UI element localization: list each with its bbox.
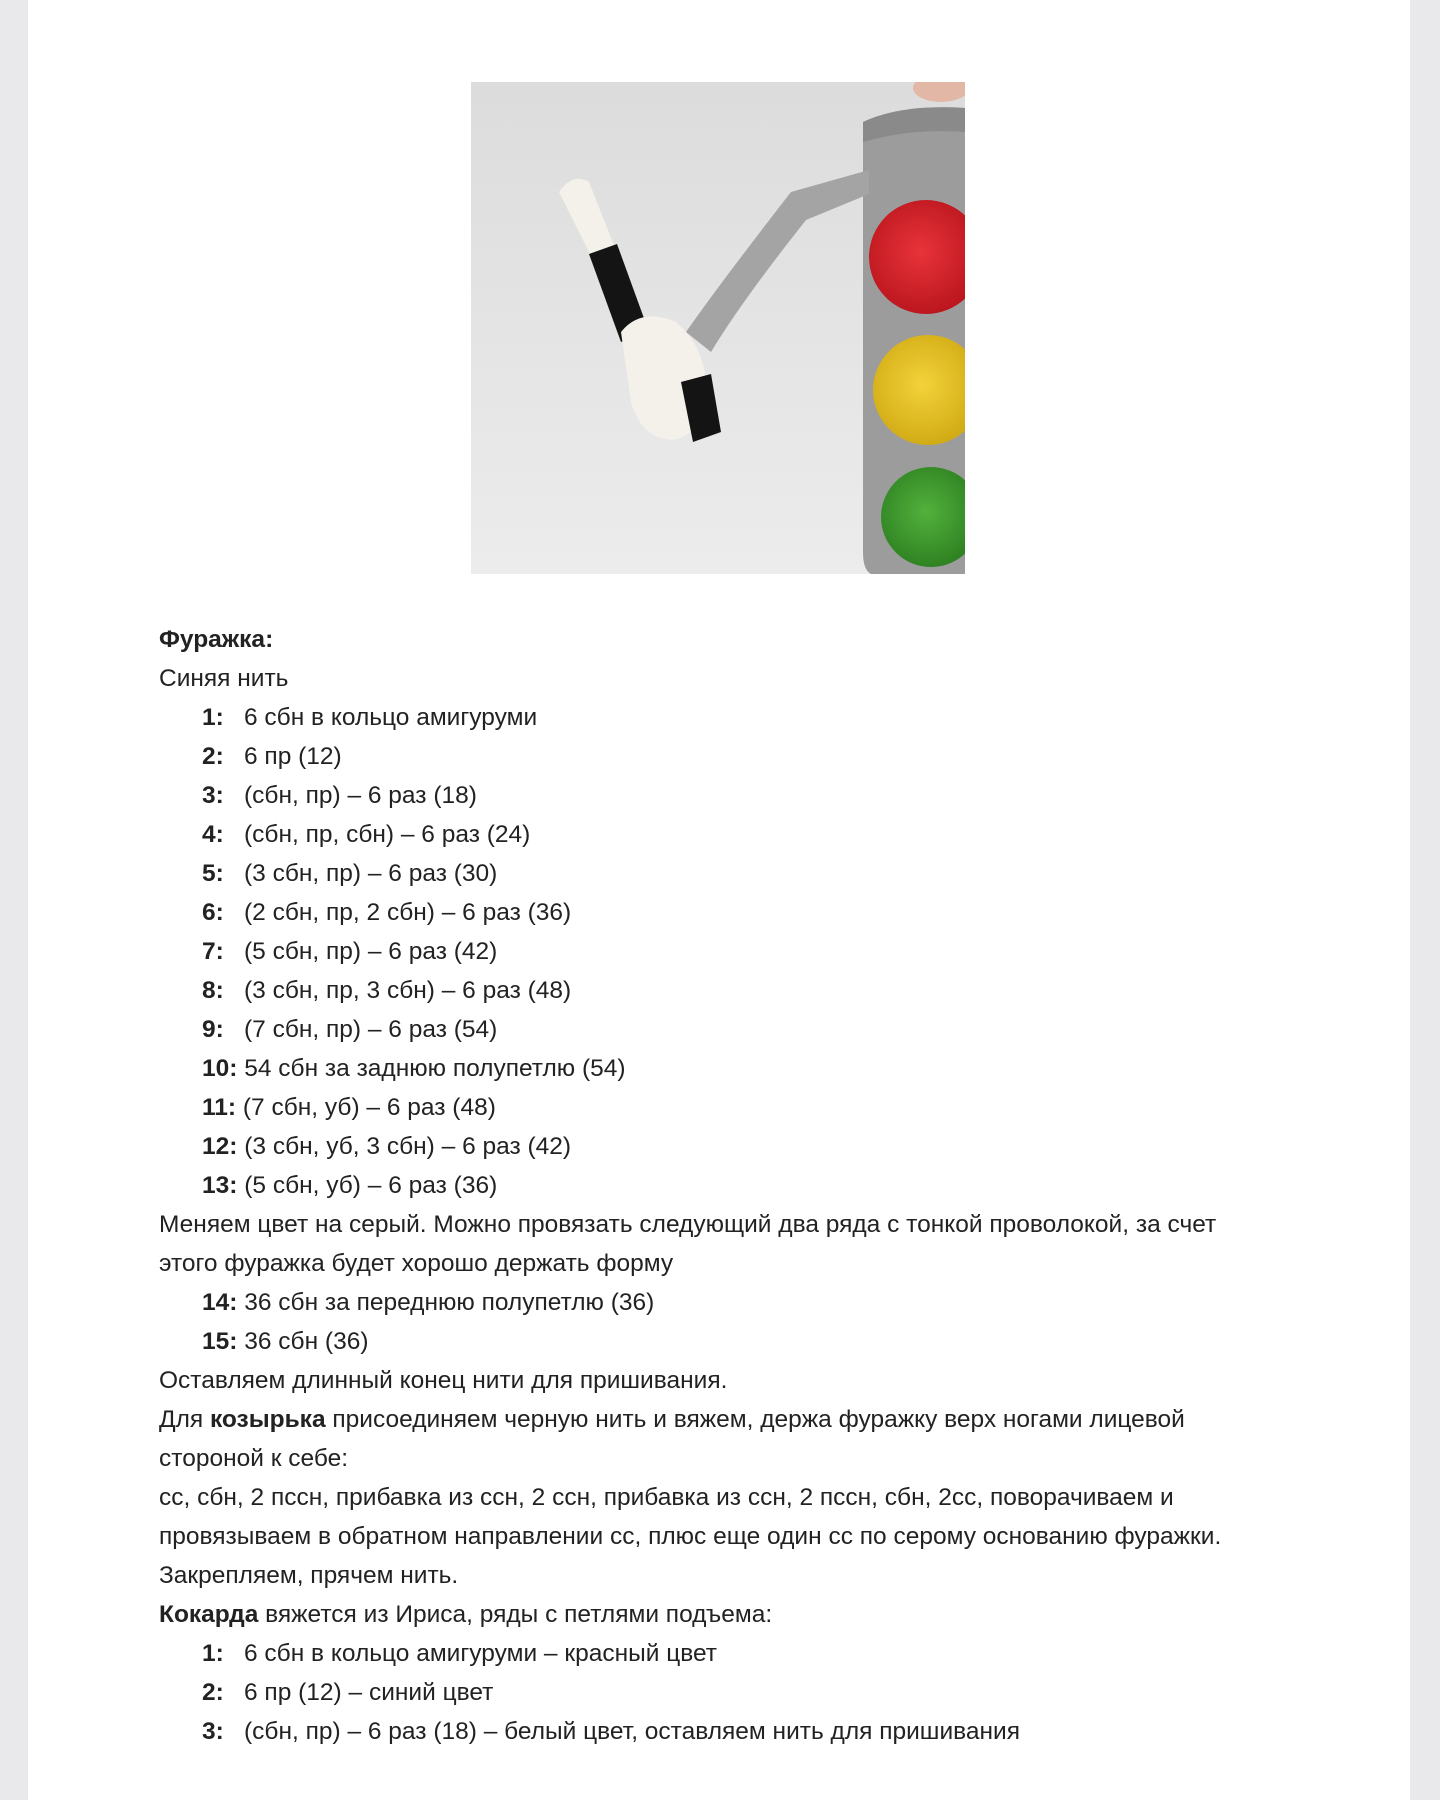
cap-row bbox=[159, 971, 1309, 1010]
cap-row bbox=[159, 854, 1309, 893]
visor-line-2: стороной к себе: bbox=[159, 1445, 349, 1472]
row-text: (3 сбн, уб, 3 сбн) – 6 раз (42) bbox=[244, 1133, 572, 1160]
grey-row bbox=[159, 1283, 1309, 1322]
cap-row bbox=[159, 1127, 1309, 1166]
section-title: Фуражка: bbox=[159, 626, 274, 653]
row-number: 8: bbox=[202, 977, 224, 1004]
yarn-note: Синяя нить bbox=[159, 665, 289, 692]
row-number: 2: bbox=[202, 743, 224, 770]
cockade-row bbox=[159, 1634, 1309, 1673]
cap-row bbox=[159, 1166, 1309, 1205]
row-number: 6: bbox=[202, 899, 224, 926]
row-text: (сбн, пр) – 6 раз (18) – белый цвет, оставляем нить для пришивания bbox=[244, 1718, 1020, 1745]
cap-row bbox=[159, 1088, 1309, 1127]
row-number: 4: bbox=[202, 821, 224, 848]
visor-line-4: провязываем в обратном направлении сс, плюс еще один сс по серому основанию фуражки. bbox=[159, 1523, 1222, 1550]
row-number: 12: bbox=[202, 1133, 238, 1160]
traffic-light-photo bbox=[471, 82, 965, 574]
row-text: (3 сбн, пр, 3 сбн) – 6 раз (48) bbox=[244, 977, 572, 1004]
row-number: 3: bbox=[202, 1718, 224, 1745]
row-text: (3 сбн, пр) – 6 раз (30) bbox=[244, 860, 498, 887]
row-text: 36 сбн за переднюю полупетлю (36) bbox=[244, 1289, 655, 1316]
cockade-term: Кокарда bbox=[159, 1601, 259, 1628]
visor-suffix: присоединяем черную нить и вяжем, держа фуражку верх ногами лицевой bbox=[325, 1406, 1185, 1433]
pattern-text bbox=[159, 620, 1309, 1751]
leave-end-note: Оставляем длинный конец нити для пришивания. bbox=[159, 1367, 728, 1394]
row-number: 10: bbox=[202, 1055, 238, 1082]
row-number: 5: bbox=[202, 860, 224, 887]
color-change-line-2: этого фуражка будет хорошо держать форму bbox=[159, 1250, 674, 1277]
cap-row bbox=[159, 1049, 1309, 1088]
cap-row bbox=[159, 737, 1309, 776]
row-text: (сбн, пр, сбн) – 6 раз (24) bbox=[244, 821, 531, 848]
row-text: (сбн, пр) – 6 раз (18) bbox=[244, 782, 477, 809]
row-text: 6 пр (12) bbox=[244, 743, 342, 770]
row-number: 1: bbox=[202, 704, 224, 731]
grey-row bbox=[159, 1322, 1309, 1361]
cap-row bbox=[159, 776, 1309, 815]
row-text: 6 пр (12) – синий цвет bbox=[244, 1679, 494, 1706]
row-text: (5 сбн, пр) – 6 раз (42) bbox=[244, 938, 498, 965]
row-text: (7 сбн, пр) – 6 раз (54) bbox=[244, 1016, 498, 1043]
row-text: 36 сбн (36) bbox=[244, 1328, 369, 1355]
color-change-line-1: Меняем цвет на серый. Можно провязать следующий два ряда с тонкой проволокой, за счет bbox=[159, 1211, 1217, 1238]
row-text: 6 сбн в кольцо амигуруми bbox=[244, 704, 538, 731]
row-text: 6 сбн в кольцо амигуруми – красный цвет bbox=[244, 1640, 718, 1667]
row-number: 1: bbox=[202, 1640, 224, 1667]
row-number: 9: bbox=[202, 1016, 224, 1043]
cap-row bbox=[159, 698, 1309, 737]
cockade-intro bbox=[159, 1595, 1309, 1634]
cockade-row bbox=[159, 1712, 1309, 1751]
row-text: (2 сбн, пр, 2 сбн) – 6 раз (36) bbox=[244, 899, 572, 926]
visor-term: козырька bbox=[209, 1406, 326, 1433]
cockade-row bbox=[159, 1673, 1309, 1712]
row-text: (5 сбн, уб) – 6 раз (36) bbox=[244, 1172, 498, 1199]
visor-line-1 bbox=[159, 1400, 1309, 1439]
visor-line-3: сс, сбн, 2 пссн, прибавка из ссн, 2 ссн, прибавка из ссн, 2 пссн, сбн, 2сс, поворачиваем и bbox=[159, 1484, 1174, 1511]
cap-row bbox=[159, 1010, 1309, 1049]
document-page bbox=[28, 0, 1410, 1800]
pattern-photo bbox=[471, 82, 965, 574]
row-number: 15: bbox=[202, 1328, 238, 1355]
row-number: 13: bbox=[202, 1172, 238, 1199]
row-number: 2: bbox=[202, 1679, 224, 1706]
cap-row bbox=[159, 815, 1309, 854]
visor-line-5: Закрепляем, прячем нить. bbox=[159, 1562, 459, 1589]
row-number: 14: bbox=[202, 1289, 238, 1316]
row-text: (7 сбн, уб) – 6 раз (48) bbox=[242, 1094, 496, 1121]
row-number: 3: bbox=[202, 782, 224, 809]
cap-row bbox=[159, 893, 1309, 932]
row-number: 11: bbox=[202, 1094, 237, 1121]
cockade-suffix: вяжется из Ириса, ряды с петлями подъема: bbox=[258, 1601, 773, 1628]
cap-row bbox=[159, 932, 1309, 971]
row-number: 7: bbox=[202, 938, 224, 965]
visor-prefix: Для bbox=[159, 1406, 210, 1433]
row-text: 54 сбн за заднюю полупетлю (54) bbox=[244, 1055, 626, 1082]
